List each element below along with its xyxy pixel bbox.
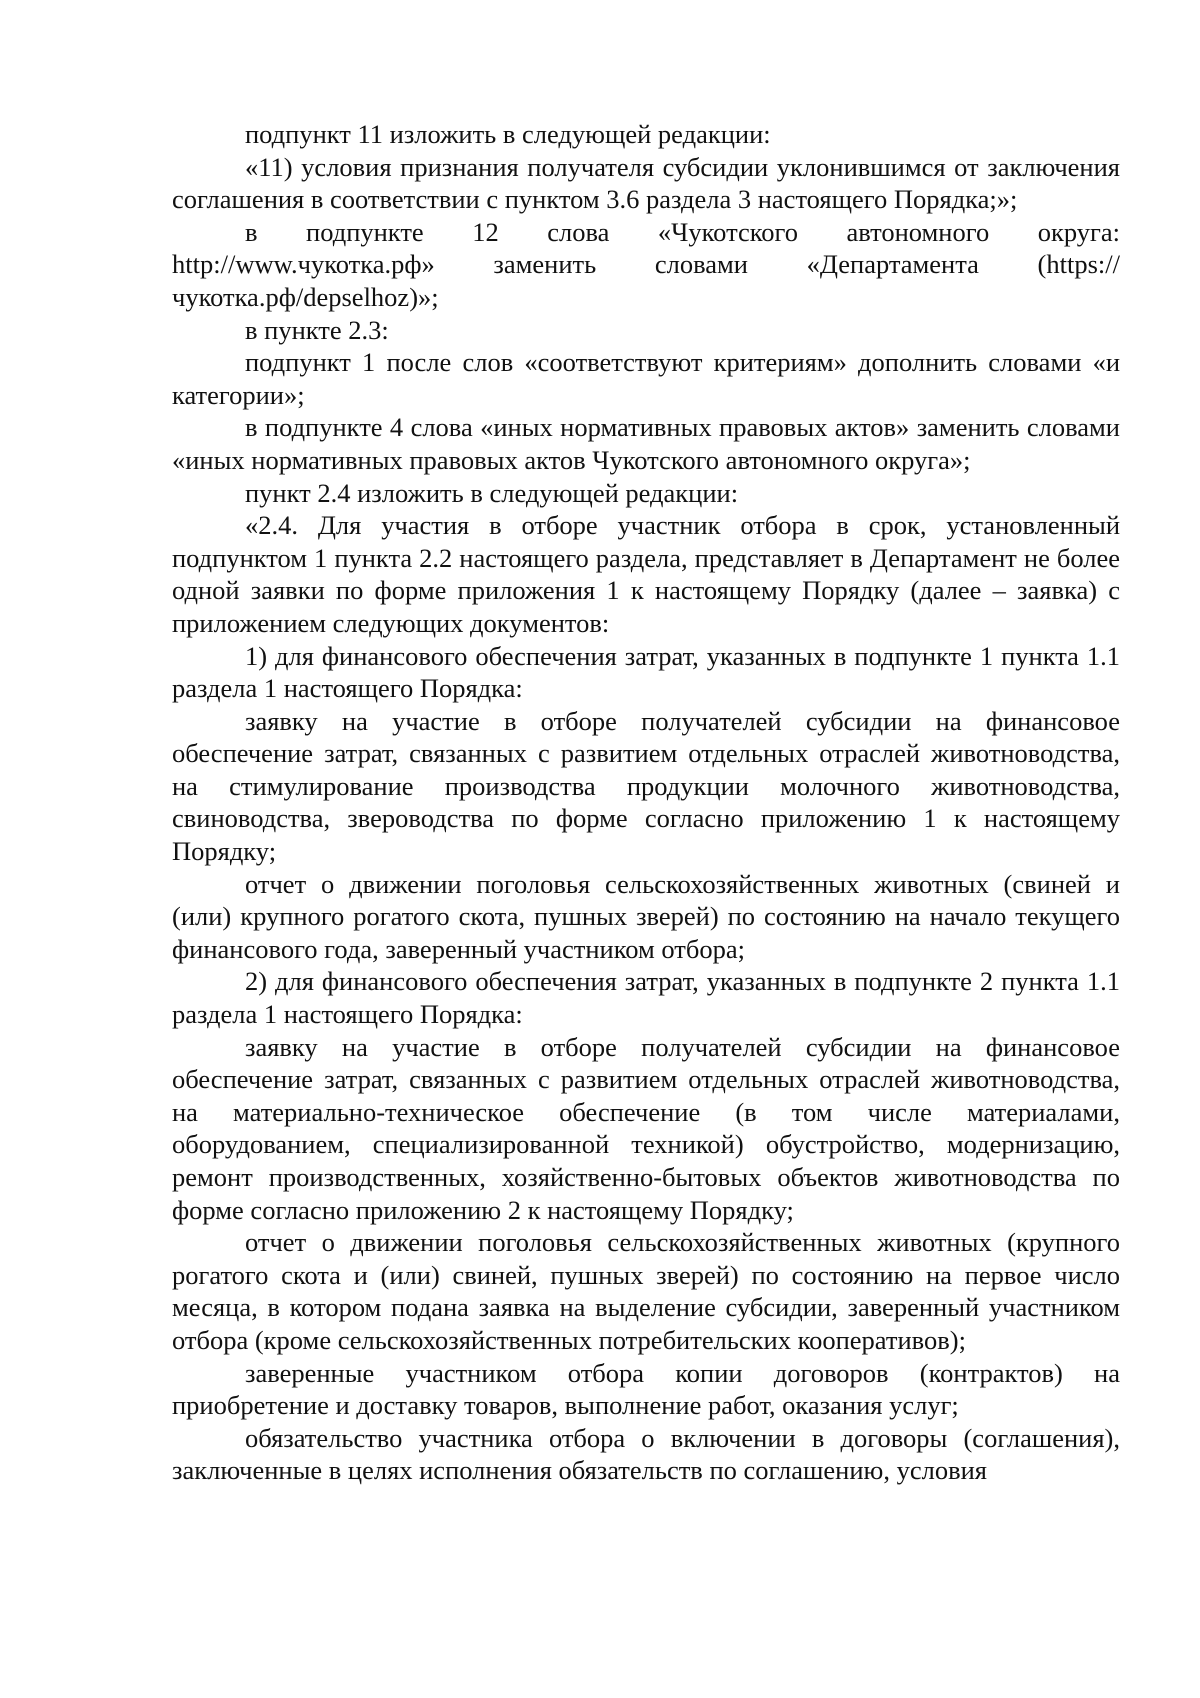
paragraph-item-2-obligation: обязательство участника отбора о включении в договоры (соглашения), заключенные в целях исполнения обязательств по соглашению, условия — [172, 1422, 1120, 1486]
paragraph-point-2-3: в пункте 2.3: — [245, 314, 389, 345]
paragraph-item-1: 1) для финансового обеспечения затрат, указанных в подпункте 1 пункта 1.1 раздела 1 настоящего Порядка: — [172, 640, 1120, 704]
paragraph-subpoint-1-criteria: подпункт 1 после слов «соответствуют критериям» дополнить словами «и категории»; — [172, 347, 1120, 410]
paragraph-item-1-report: отчет о движении поголовья сельскохозяйственных животных (свиней и (или) крупного рогатого скота, пушных зверей) по состоянию на начало текущего финансового года, заверенный участником отбора; — [172, 868, 1120, 964]
paragraph-item-2-application: заявку на участие в отборе получателей субсидии на финансовое обеспечение затрат, связанных с развитием отдельных отраслей животноводства, на материально-техническое обеспечение (в том числе материалами, оборудованием, специализированной техникой) обустройство, модернизацию, ремонт производственных, хозяйственно-бытовых объектов животноводства по форме согласно приложению 2 к настоящему Порядку; — [172, 1031, 1120, 1225]
paragraph-point-2-4-intro: пункт 2.4 изложить в следующей редакции: — [245, 477, 739, 508]
paragraph-subpoint-11-intro: подпункт 11 изложить в следующей редакции: — [245, 119, 771, 149]
paragraph-subpoint-12: в подпункте 12 слова «Чукотского автономного округа: http://www.чукотка.рф» заменить словами «Департамента (https://чукотка.рф/depselhoz)»; — [172, 216, 1120, 312]
paragraph-subpoint-4-acts: в подпункте 4 слова «иных нормативных правовых актов» заменить словами «иных нормативных правовых актов Чукотского автономного округа»; — [172, 412, 1120, 475]
paragraph-subpoint-11-text: «11) условия признания получателя субсидии уклонившимся от заключения соглашения в соответствии с пунктом 3.6 раздела 3 настоящего Порядка;»; — [172, 151, 1120, 215]
paragraph-item-2: 2) для финансового обеспечения затрат, указанных в подпункте 2 пункта 1.1 раздела 1 настоящего Порядка: — [172, 966, 1120, 1030]
paragraph-item-1-application: заявку на участие в отборе получателей субсидии на финансовое обеспечение затрат, связанных с развитием отдельных отраслей животноводства, на стимулирование производства продукции молочного животноводства, свиноводства, звероводства по форме согласно приложению 1 к настоящему Порядку; — [172, 705, 1120, 867]
paragraph-item-2-report: отчет о движении поголовья сельскохозяйственных животных (крупного рогатого скота и (или) свиней, пушных зверей) по состоянию на первое число месяца, в котором подана заявка на выделение субсидии, заверенный участником отбора (кроме сельскохозяйственных потребительских кооперативов); — [172, 1227, 1120, 1355]
paragraph-point-2-4-text: «2.4. Для участия в отборе участник отбора в срок, установленный подпунктом 1 пункта 2.2 настоящего раздела, представляет в Департамент не более одной заявки по форме приложения 1 к настоящему Порядку (далее – заявка) с приложением следующих документов: — [172, 510, 1120, 638]
paragraph-item-2-contracts: заверенные участником отбора копии договоров (контрактов) на приобретение и доставку товаров, выполнение работ, оказания услуг; — [172, 1357, 1120, 1421]
document-body — [172, 118, 1120, 1487]
